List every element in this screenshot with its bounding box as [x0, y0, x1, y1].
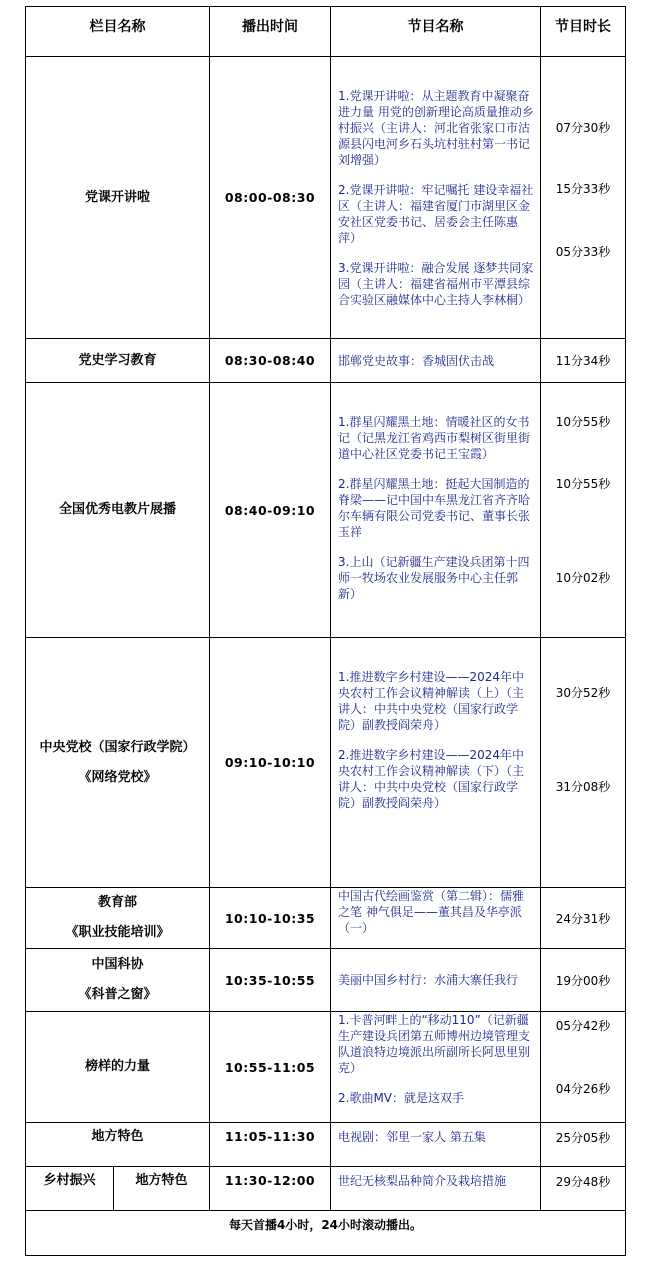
duration-value: 15分33秒: [555, 182, 611, 196]
program-cell: [331, 1123, 541, 1167]
air-time-cell: 10:55-11:05: [210, 1012, 331, 1123]
program-cell: [331, 1167, 541, 1211]
column-name-cell: [26, 888, 210, 949]
air-time-cell: 08:40-09:10: [210, 383, 331, 638]
footer-note: 每天首播4小时，24小时滚动播出。: [26, 1211, 626, 1256]
duration-cell: [541, 1167, 626, 1211]
header-column-name: 栏目名称: [26, 7, 210, 57]
program-item: 1.党课开讲啦：从主题教育中凝聚奋进力量 用党的创新理论高质量推动乡村振兴（主讲人：河北省张家口市沽源县闪电河乡石头坑村驻村第一书记刘增强）: [338, 89, 534, 167]
program-cell: [331, 888, 541, 949]
program-cell: [331, 339, 541, 383]
column-name-cell-primary: 乡村振兴: [26, 1167, 114, 1211]
program-item: 美丽中国乡村行：水浦大寨任我行: [338, 973, 519, 987]
duration-cell: [541, 339, 626, 383]
table-row: [26, 638, 626, 888]
program-item: 中国古代绘画鉴赏（第二辑）：儒雅之笔 神气俱足——董其昌及华亭派（一）: [338, 889, 525, 935]
schedule-table: [25, 6, 626, 1256]
column-name-cell: [26, 638, 210, 888]
column-name-cell: [26, 949, 210, 1012]
column-name-cell: 党课开讲啦: [26, 57, 210, 339]
program-item: 世纪无核梨品种简介及栽培措施: [338, 1174, 507, 1188]
air-time-cell: 11:05-11:30: [210, 1123, 331, 1167]
duration-cell: [541, 949, 626, 1012]
column-name-line: 《网络党校》: [78, 769, 157, 785]
column-name-line: 教育部: [97, 895, 137, 910]
table-row: [26, 1167, 626, 1211]
duration-cell: [541, 1012, 626, 1123]
air-time-cell: 11:30-12:00: [210, 1167, 331, 1211]
air-time-cell: 08:30-08:40: [210, 339, 331, 383]
program-item: 1.群星闪耀黑土地：情暖社区的女书记（记黑龙江省鸡西市梨树区街里街道中心社区党委书记王宝霞）: [338, 415, 531, 461]
air-time-cell: 10:35-10:55: [210, 949, 331, 1012]
column-name-line: 中国科协: [91, 957, 144, 972]
header-row: [26, 7, 626, 57]
table-row: [26, 339, 626, 383]
header-duration: 节目时长: [541, 7, 626, 57]
duration-value: 04分26秒: [555, 1082, 611, 1096]
column-name-line: 《职业技能培训》: [65, 925, 170, 940]
duration-value: 19分00秒: [555, 973, 611, 988]
program-item: 2.党课开讲啦：牢记嘱托 建设幸福社区（主讲人：福建省厦门市湖里区金安社区党委书记、居委会主任陈惠萍）: [338, 183, 534, 245]
program-item: 邯郸党史故事：香城固伏击战: [338, 353, 495, 368]
program-item: 2.推进数字乡村建设——2024年中央农村工作会议精神解读（下）（主讲人：中共中央党校（国家行政学院）副教授阎荣舟）: [338, 748, 525, 810]
program-item: 3.党课开讲啦：融合发展 逐梦共同家园（主讲人：福建省福州市平潭县综合实验区融媒体中心主持人李林桐）: [338, 261, 534, 307]
column-name-cell: 地方特色: [26, 1123, 210, 1167]
column-name-cell: 榜样的力量: [26, 1012, 210, 1123]
program-item: 3.上山（记新疆生产建设兵团第十四师一牧场农业发展服务中心主任郭新）: [338, 555, 530, 601]
duration-cell: [541, 888, 626, 949]
program-item: 电视剧：邻里一家人 第五集: [338, 1130, 486, 1144]
duration-value: 30分52秒: [555, 686, 611, 700]
program-item: 2.群星闪耀黑土地：挺起大国制造的脊梁——记中国中车黑龙江省齐齐哈尔车辆有限公司党委书记、董事长张玉祥: [338, 477, 531, 539]
header-program-name: 节目名称: [331, 7, 541, 57]
column-name-cell: 全国优秀电教片展播: [26, 383, 210, 638]
table-row: [26, 57, 626, 339]
table-row: [26, 1123, 626, 1167]
footer-row: [26, 1211, 626, 1256]
program-item: 1.卡普河畔上的“移动110”（记新疆生产建设兵团第五师博州边境管理支队道浪特边境派出所副所长阿思里别克）: [338, 1013, 531, 1075]
program-item: 1.推进数字乡村建设——2024年中央农村工作会议精神解读（上）（主讲人：中共中央党校（国家行政学院）副教授阎荣舟）: [338, 670, 525, 732]
program-cell: [331, 1012, 541, 1123]
air-time-cell: 09:10-10:10: [210, 638, 331, 888]
table-row: [26, 1012, 626, 1123]
duration-cell: [541, 57, 626, 339]
duration-cell: [541, 1123, 626, 1167]
column-name-cell-secondary: 地方特色: [114, 1167, 210, 1211]
duration-value: 07分30秒: [555, 121, 611, 135]
air-time-cell: 08:00-08:30: [210, 57, 331, 339]
duration-value: 31分08秒: [555, 780, 611, 794]
duration-cell: [541, 638, 626, 888]
duration-value: 29分48秒: [555, 1175, 611, 1189]
table-row: [26, 383, 626, 638]
header-air-time: 播出时间: [210, 7, 331, 57]
duration-value: 24分31秒: [555, 911, 611, 926]
program-item: 2.歌曲MV：就是这双手: [338, 1091, 465, 1105]
column-name-cell: 党史学习教育: [26, 339, 210, 383]
air-time-cell: 10:10-10:35: [210, 888, 331, 949]
duration-value: 10分02秒: [555, 571, 611, 585]
duration-value: 10分55秒: [555, 477, 611, 491]
duration-cell: [541, 383, 626, 638]
program-cell: [331, 638, 541, 888]
duration-value: 10分55秒: [555, 415, 611, 429]
column-name-line: 中央党校（国家行政学院）: [39, 739, 196, 755]
table-row: [26, 888, 626, 949]
program-cell: [331, 949, 541, 1012]
duration-value: 11分34秒: [555, 354, 611, 368]
duration-value: 05分33秒: [555, 245, 611, 259]
duration-value: 25分05秒: [555, 1131, 611, 1145]
duration-value: 05分42秒: [555, 1019, 611, 1033]
table-row: [26, 949, 626, 1012]
program-cell: [331, 383, 541, 638]
column-name-line: 《科普之窗》: [78, 987, 157, 1002]
program-cell: [331, 57, 541, 339]
